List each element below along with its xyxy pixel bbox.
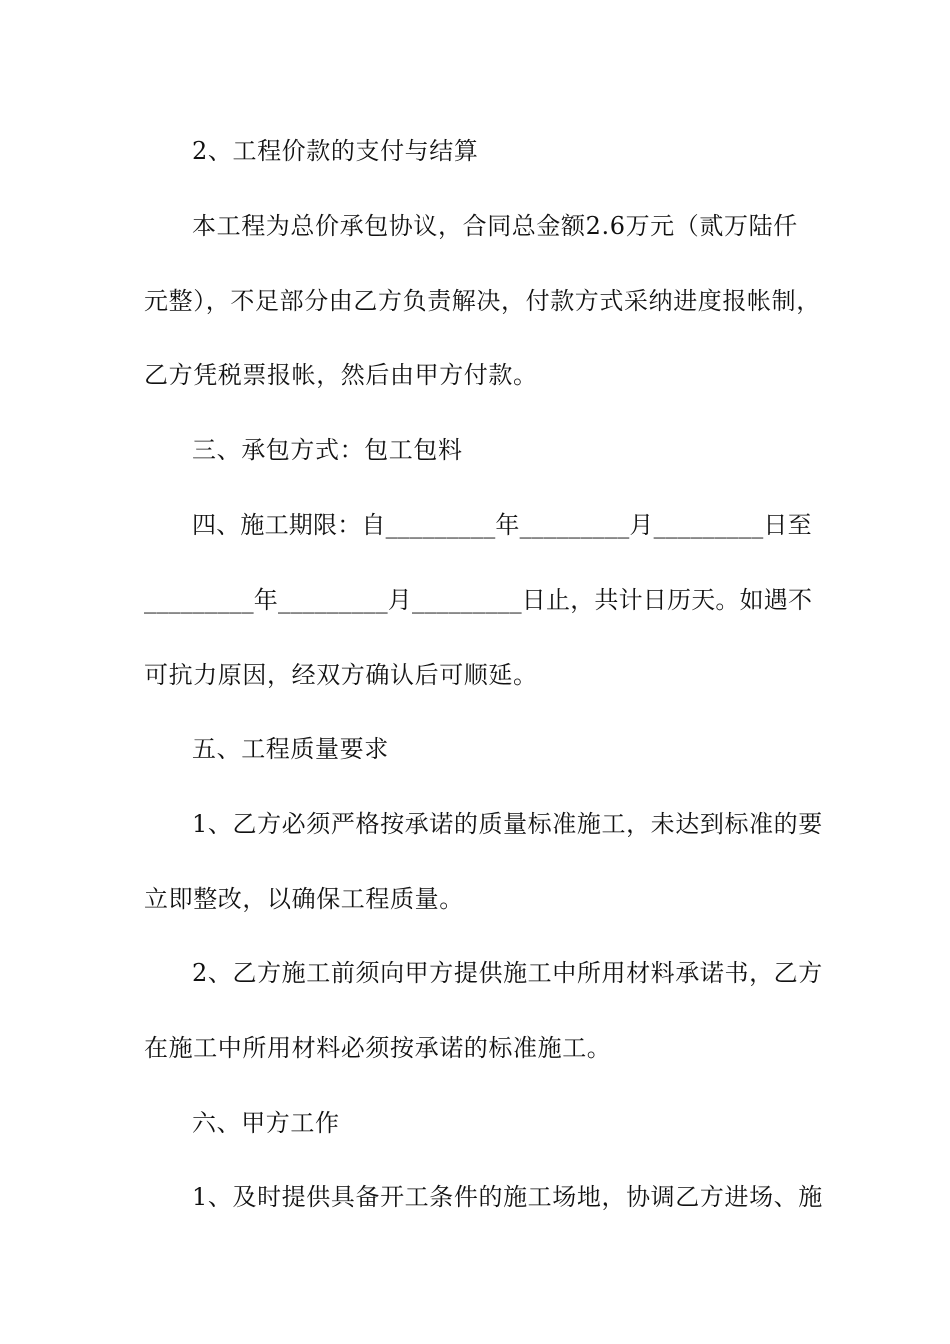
paragraph-line: 1、及时提供具备开工条件的施工场地，协调乙方进场、施 <box>192 1183 823 1211</box>
paragraph-line: 在施工中所用材料必须按承诺的标准施工。 <box>144 1034 612 1062</box>
clause-heading-construction-period: 四、施工期限：自_________年_________月_________日至 <box>192 511 812 539</box>
paragraph-line: 可抗力原因，经双方确认后可顺延。 <box>144 661 538 689</box>
clause-heading-contract-mode: 三、承包方式：包工包料 <box>192 436 463 464</box>
paragraph-line: _________年_________月_________日止，共计日历天。如遇不 <box>144 586 813 614</box>
paragraph-line: 1、乙方必须严格按承诺的质量标准施工，未达到标准的要 <box>192 810 823 838</box>
paragraph-line: 元整），不足部分由乙方负责解决，付款方式采纳进度报帐制， <box>144 287 821 315</box>
paragraph-line: 乙方凭税票报帐，然后由甲方付款。 <box>144 361 538 389</box>
paragraph-line: 本工程为总价承包协议，合同总金额2.6万元（贰万陆仟 <box>192 212 798 240</box>
clause-heading-payment: 2、工程价款的支付与结算 <box>192 137 479 165</box>
clause-heading-party-a-work: 六、甲方工作 <box>192 1109 340 1137</box>
paragraph-line: 立即整改，以确保工程质量。 <box>144 885 464 913</box>
paragraph-line: 2、乙方施工前须向甲方提供施工中所用材料承诺书，乙方 <box>192 959 823 987</box>
clause-heading-quality: 五、工程质量要求 <box>192 735 389 763</box>
